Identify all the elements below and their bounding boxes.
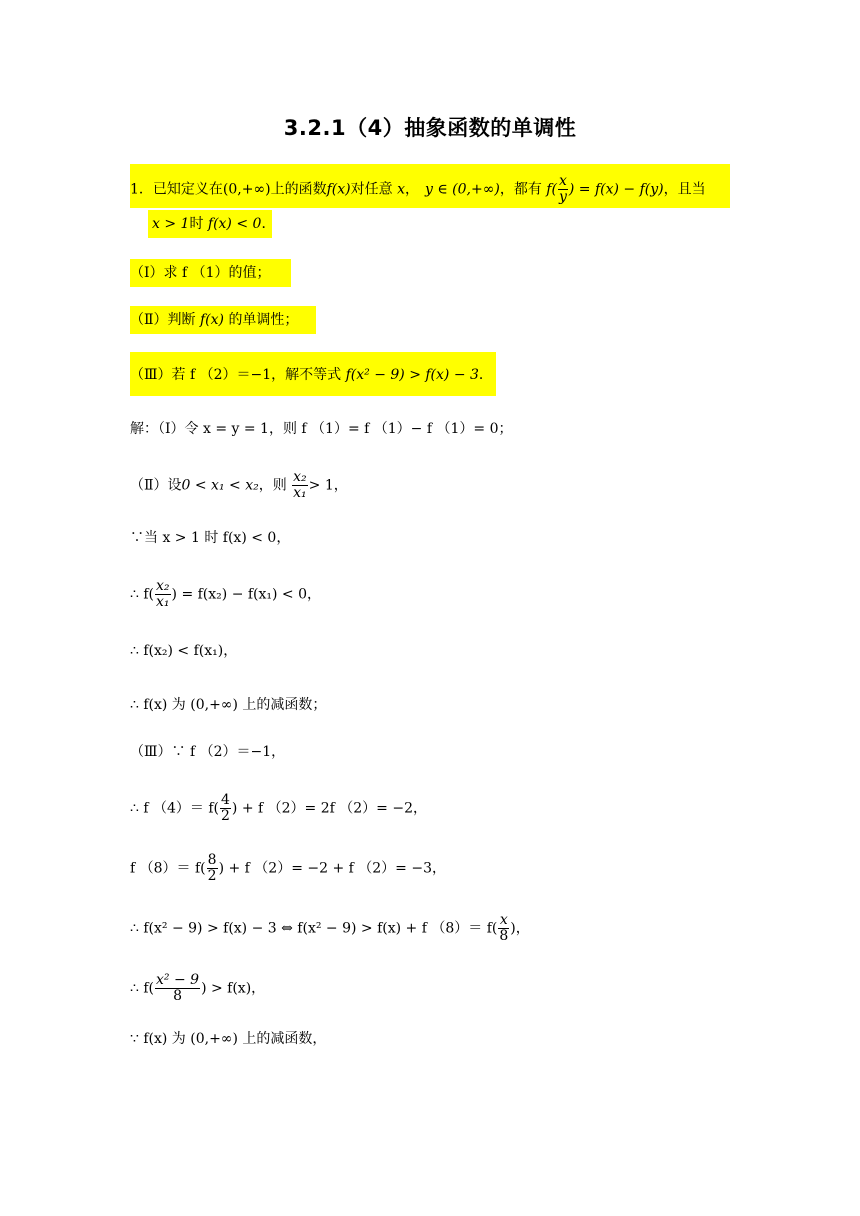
problem-part-1: （Ⅰ）求 f （1）的值； — [130, 265, 271, 281]
solution-line-10: ∴ f(x² − 9) > f(x) − 3 ⇔ f(x² − 9) > f(x) + f （8）＝ f( $\frac{x}{8}$ )， — [130, 912, 530, 944]
fraction-x-over-y: $\frac{x}{y}$ — [558, 173, 567, 205]
fraction-x-over-8: $\frac{x}{8}$ — [499, 912, 509, 944]
problem-line-1: 1．已知定义在(0,+∞)上的函数f(x)对任意 x， y ∈ (0,+∞)，都有 f( $\frac{x}{y}$ ) = f(x) − f(y)，且当 — [130, 173, 706, 205]
fraction-x2-over-x1: $\frac{\text{x₂}}{\text{x₁}}$ — [156, 578, 170, 610]
solution-line-7: （Ⅲ）∵ f （2）＝−1， — [130, 744, 286, 760]
solution-line-8: ∴ f （4）＝ f( $\frac{4}{2}$ ) + f （2）= 2f （2）= −2， — [130, 792, 427, 824]
fraction-4-over-2: $\frac{4}{2}$ — [221, 792, 230, 824]
solution-line-12: ∵ f(x) 为 (0,+∞) 上的减函数， — [130, 1031, 327, 1047]
problem-part-2: （Ⅱ）判断 f(x) 的单调性； — [130, 312, 299, 328]
solution-line-4: ∴ f( $\frac{\text{x₂}}{\text{x₁}}$ ) = f(x₂) − f(x₁) < 0， — [130, 578, 322, 610]
solution-line-5: ∴ f(x₂) < f(x₁)， — [130, 643, 238, 659]
fraction-8-over-2: $\frac{8}{2}$ — [207, 852, 217, 884]
problem-part-3: （Ⅲ）若 f （2）＝−1，解不等式 f(x² − 9) > f(x) − 3． — [130, 367, 493, 383]
page-title: 3.2.1（4）抽象函数的单调性 — [283, 116, 577, 140]
problem-line-2: x > 1时 f(x) < 0． — [152, 216, 276, 232]
solution-line-11: ∴ f( $\frac{\text{x² − 9}}{8}$ ) > f(x)， — [130, 972, 266, 1004]
fraction-x2-over-x1: $\frac{\text{x₂}}{\text{x₁}}$ — [293, 469, 307, 501]
solution-line-2: （Ⅱ）设0 < x₁ < x₂，则 $\frac{\text{x₂}}{\text{x₁}}$ > 1， — [130, 469, 348, 501]
solution-line-6: ∴ f(x) 为 (0,+∞) 上的减函数； — [130, 697, 327, 713]
solution-line-9: f （8）＝ f( $\frac{8}{2}$ ) + f （2）= −2 + f （2）= −3， — [130, 852, 447, 884]
fraction-x2-minus-9-over-8: $\frac{\text{x² − 9}}{8}$ — [156, 972, 200, 1004]
solution-line-3: ∵当 x > 1 时 f(x) < 0， — [130, 530, 291, 546]
solution-line-1: 解：（Ⅰ）令 x = y = 1，则 f （1）= f （1）− f （1）= 0； — [130, 421, 513, 437]
